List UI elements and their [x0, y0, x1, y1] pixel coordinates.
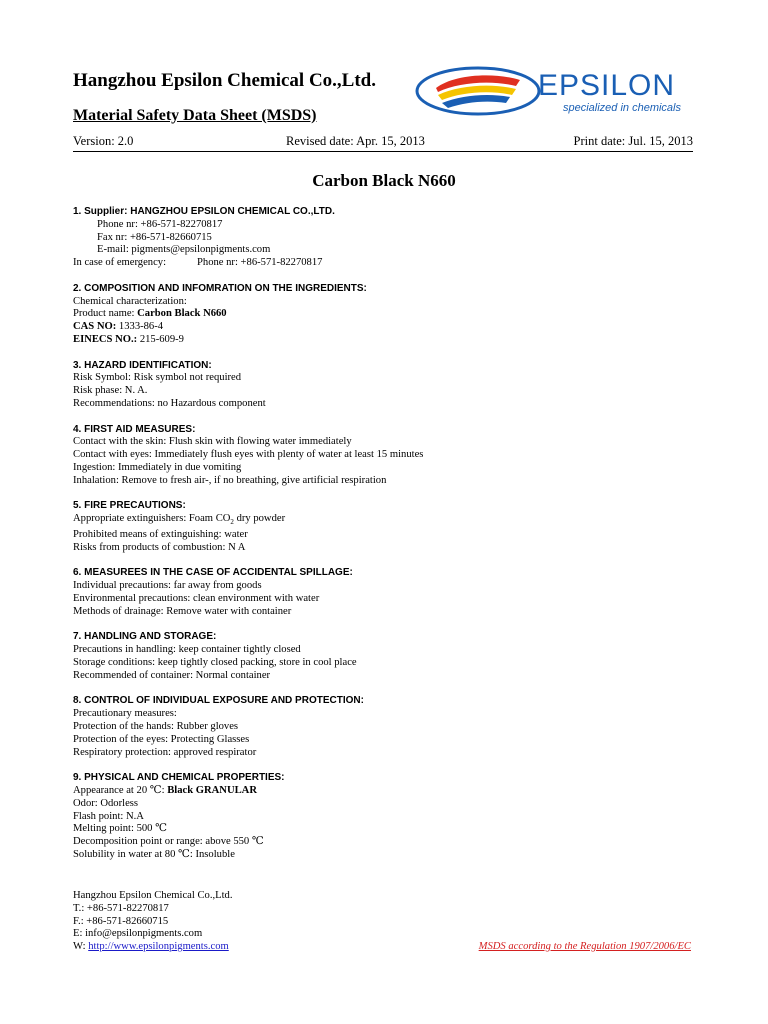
- section-heading: 5. FIRE PRECAUTIONS:: [73, 500, 186, 512]
- section-heading: 9. PHYSICAL AND CHEMICAL PROPERTIES:: [73, 772, 285, 784]
- section-exposure: [73, 695, 703, 759]
- logo-tagline: specialized in chemicals: [563, 102, 681, 114]
- epsilon-logo: [414, 64, 696, 118]
- logo-emblem-icon: [417, 68, 539, 114]
- text-line: Respiratory protection: approved respirator: [73, 746, 257, 758]
- section-supplier: [73, 206, 703, 270]
- text-line: Storage conditions: keep tightly closed packing, store in cool place: [73, 657, 357, 668]
- text-line: Contact with eyes: Immediately flush eyes with plenty of water at least 15 minutes: [73, 449, 424, 461]
- product-title: Carbon Black N660: [312, 171, 456, 190]
- version: Version: 2.0: [73, 134, 134, 148]
- section-handling: [73, 631, 703, 682]
- logo-wordmark: EPSILON: [538, 69, 676, 102]
- text-line: Flash point: N.A: [73, 810, 144, 822]
- footer-web: W: http://www.epsilonpigments.com: [73, 941, 229, 953]
- revised-date: Revised date: Apr. 15, 2013: [286, 134, 425, 148]
- section-properties: [73, 772, 703, 862]
- text-line: Decomposition point or range: above 550 ℃: [73, 836, 264, 848]
- footer-fax: F.: +86-571-82660715: [73, 915, 169, 927]
- company-name: Hangzhou Epsilon Chemical Co.,Ltd.: [73, 70, 376, 91]
- section-fire: [73, 500, 703, 554]
- supplier-phone: Phone nr: +86-571-82270817: [97, 218, 223, 230]
- text-line: Inhalation: Remove to fresh air-, if no breathing, give artificial respiration: [73, 474, 387, 486]
- footer-company: Hangzhou Epsilon Chemical Co.,Ltd.: [73, 890, 233, 901]
- text-line: Protection of the hands: Rubber gloves: [73, 720, 239, 732]
- supplier-email: E-mail: pigments@epsilonpigments.com: [97, 244, 271, 256]
- section-heading: 2. COMPOSITION AND INFOMRATION ON THE INGREDIENTS:: [73, 282, 367, 294]
- text-line: Methods of drainage: Remove water with container: [73, 605, 292, 617]
- section-first-aid: [73, 424, 703, 488]
- section-heading: 4. FIRST AID MEASURES:: [73, 423, 196, 435]
- section-heading: 6. MEASUREES IN THE CASE OF ACCIDENTAL SPILLAGE:: [73, 567, 353, 579]
- text-line: Prohibited means of extinguishing: water: [73, 529, 248, 541]
- msds-body: [73, 206, 703, 875]
- header-divider: [73, 151, 693, 152]
- appearance-line: Appearance at 20 ℃: Black GRANULAR: [73, 784, 257, 796]
- section-heading: 8. CONTROL OF INDIVIDUAL EXPOSURE AND PROTECTION:: [73, 695, 364, 707]
- text-line: Risk phase: N. A.: [73, 385, 148, 397]
- section-hazard: [73, 360, 703, 411]
- section-heading: 1. Supplier: HANGZHOU EPSILON CHEMICAL CO.,LTD.: [73, 206, 335, 217]
- text-line: Melting point: 500 ℃: [73, 823, 167, 835]
- text-line: Ingestion: Immediately in due vomiting: [73, 461, 242, 473]
- website-link[interactable]: http://www.epsilonpigments.com: [88, 941, 229, 953]
- text-line: Contact with the skin: Flush skin with flowing water immediately: [73, 436, 352, 448]
- text-line: Recommended of container: Normal container: [73, 669, 271, 681]
- text-line: Solubility in water at 80 ℃: Insoluble: [73, 848, 235, 860]
- text-line: Environmental precautions: clean environment with water: [73, 593, 320, 605]
- product-name: Product name: Carbon Black N660: [73, 308, 227, 320]
- section-spillage: [73, 567, 703, 618]
- text-line: Risk Symbol: Risk symbol not required: [73, 372, 242, 384]
- emergency-contact: In case of emergency: Phone nr: +86-571-82270817: [73, 257, 323, 269]
- text-line: Protection of the eyes: Protecting Glasses: [73, 733, 250, 745]
- text-line: Precautions in handling: keep container tightly closed: [73, 644, 301, 656]
- footer-phone: T.: +86-571-82270817: [73, 902, 169, 914]
- print-date: Print date: Jul. 15, 2013: [573, 134, 693, 148]
- document-title: Material Safety Data Sheet (MSDS): [73, 107, 317, 124]
- text-line: Individual precautions: far away from goods: [73, 580, 262, 592]
- section-heading: 7. HANDLING AND STORAGE:: [73, 631, 217, 643]
- section-heading: 3. HAZARD IDENTIFICATION:: [73, 359, 212, 371]
- supplier-fax: Fax nr: +86-571-82660715: [97, 231, 212, 243]
- text-line: Odor: Odorless: [73, 797, 139, 809]
- text-line: Risks from products of combustion: N A: [73, 541, 246, 553]
- extinguishers-line: Appropriate extinguishers: Foam $CO_2$ dry powder: [73, 513, 286, 527]
- footer-email: E: info@epsilonpigments.com: [73, 928, 203, 940]
- einecs-number: EINECS NO.: 215-609-9: [73, 333, 184, 345]
- regulation-note: MSDS according to the Regulation 1907/2006/EC: [478, 941, 691, 952]
- chemical-characterization: Chemical characterization:: [73, 295, 187, 307]
- text-line: Recommendations: no Hazardous component: [73, 397, 266, 409]
- section-composition: [73, 283, 703, 347]
- cas-number: CAS NO: 1333-86-4: [73, 321, 164, 333]
- text-line: Precautionary measures:: [73, 708, 177, 720]
